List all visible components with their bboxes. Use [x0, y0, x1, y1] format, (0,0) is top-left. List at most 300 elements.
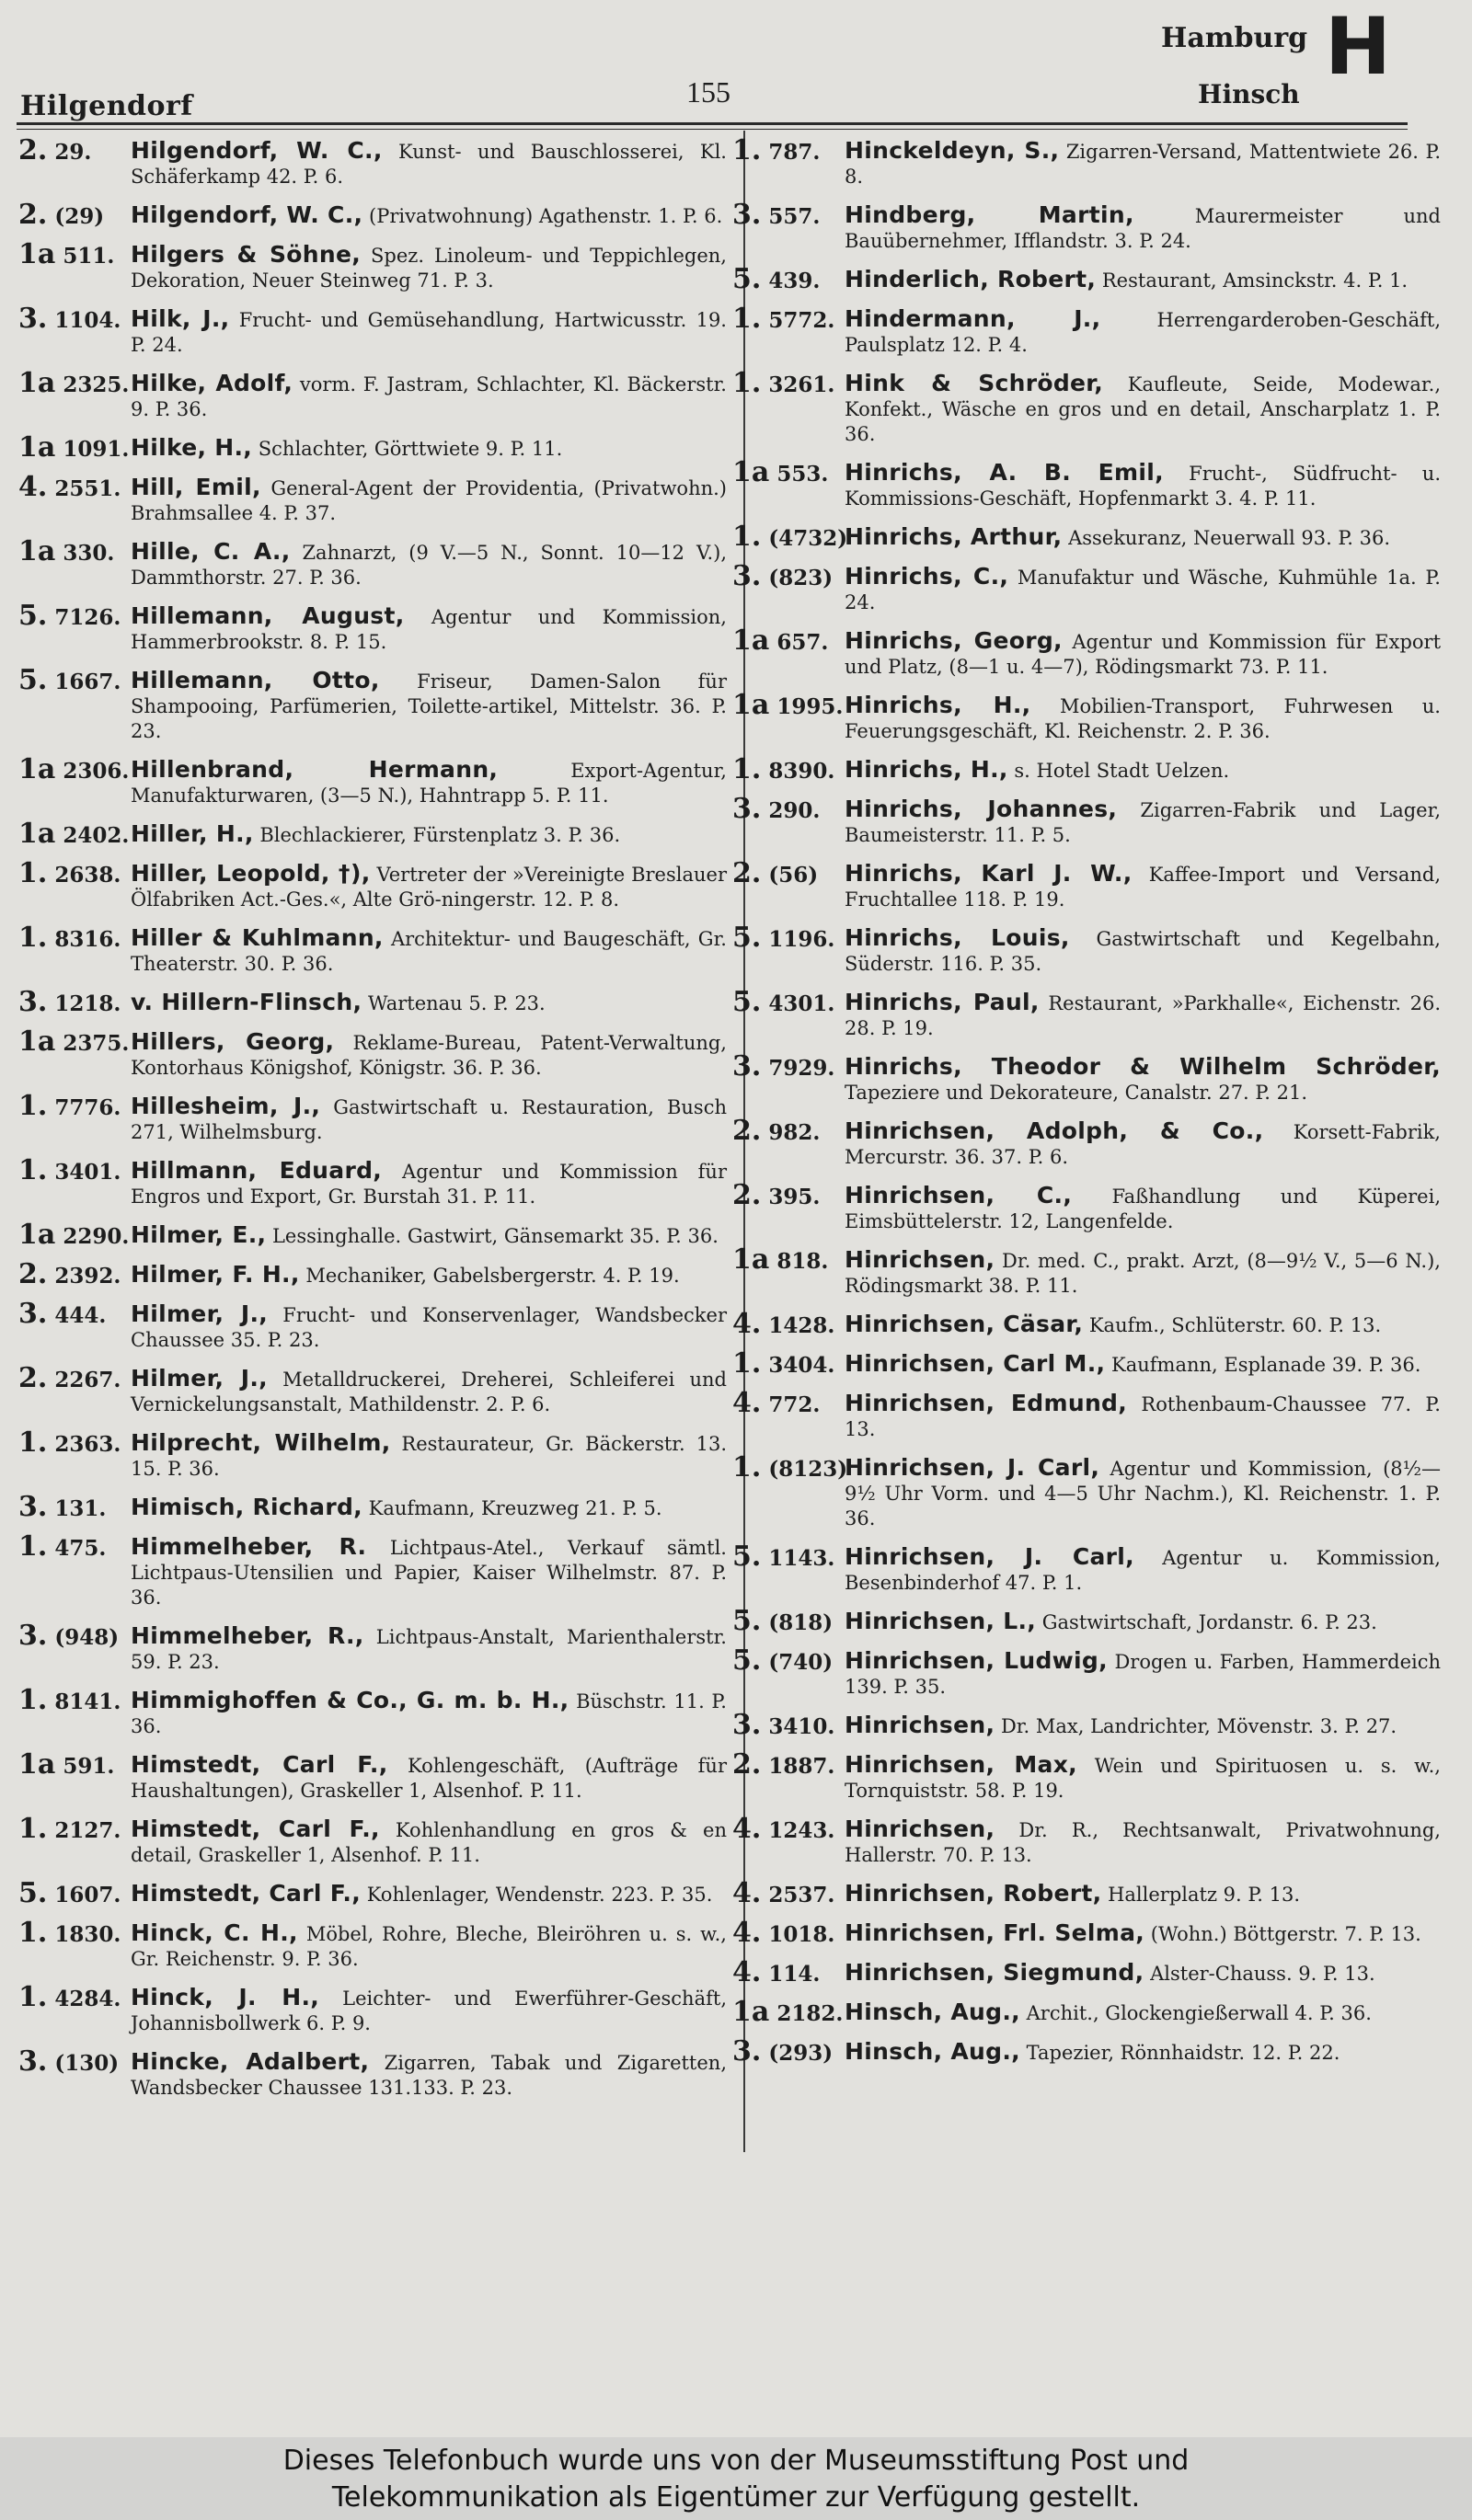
entry-number	[732, 1308, 845, 1340]
subscriber-details: Frucht- und Gemüsehandlung, Hartwicusstr. 19. P. 24.	[131, 309, 727, 356]
directory-entry	[18, 1258, 727, 1290]
exchange-code: 3.	[18, 2045, 48, 2078]
exchange-code: 1a	[732, 456, 770, 488]
subscriber-details: Agentur und Kommission für Export und Platz, (8—1 u. 4—7), Rödingsmarkt 73. P. 11.	[845, 631, 1442, 678]
exchange-code: 1.	[18, 1684, 48, 1716]
subscriber-name: Himmelheber, R.,	[131, 1622, 364, 1649]
entry-text	[845, 1648, 1441, 1700]
entry-text	[845, 202, 1441, 254]
exchange-code: 3.	[732, 793, 762, 825]
subscriber-details: Gastwirtschaft u. Restauration, Busch 271, Wilhelmsburg.	[131, 1096, 727, 1143]
entry-number	[732, 560, 845, 592]
entry-text	[845, 1312, 1441, 1338]
left-column	[18, 134, 727, 2113]
directory-entry	[732, 1451, 1441, 1531]
exchange-code: 5.	[18, 664, 48, 696]
entry-number	[18, 1491, 131, 1523]
entry-number	[18, 367, 131, 399]
subscriber-name: Hinrichs, H.,	[845, 692, 1031, 718]
entry-number	[732, 1451, 848, 1483]
subscriber-details: Drogen u. Farben, Hammerdeich 139. P. 35.	[845, 1651, 1441, 1698]
directory-entry	[732, 1709, 1441, 1741]
directory-entry	[732, 753, 1441, 785]
entry-number	[732, 1050, 845, 1082]
exchange-code: 2.	[18, 199, 48, 231]
subscriber-details: Kaufmann, Kreuzweg 21. P. 5.	[368, 1497, 662, 1519]
exchange-code: 1a	[18, 535, 56, 567]
subscriber-details: s. Hotel Stadt Uelzen.	[1014, 760, 1230, 782]
subscriber-name: Hinrichsen, Ludwig,	[845, 1647, 1108, 1674]
exchange-code: 3.	[18, 1491, 48, 1523]
directory-entry	[18, 2045, 727, 2101]
directory-entry	[18, 535, 727, 590]
exchange-code: 1.	[732, 521, 762, 553]
subscriber-details: Rothenbaum-Chaussee 77. P. 13.	[845, 1393, 1441, 1440]
phone-number: 1667.	[54, 670, 121, 694]
entry-text	[131, 925, 727, 977]
entry-text	[845, 1351, 1441, 1378]
entry-text	[845, 2039, 1441, 2066]
exchange-code: 4.	[18, 471, 48, 503]
phone-number: 439.	[768, 269, 821, 293]
running-head-city: Hamburg	[1161, 22, 1308, 54]
phone-number: 4301.	[768, 991, 835, 1016]
subscriber-name: Hinsch, Aug.,	[845, 1999, 1020, 2025]
subscriber-details: (Wohn.) Böttgerstr. 7. P. 13.	[1150, 1923, 1421, 1945]
entry-text	[845, 1816, 1441, 1868]
exchange-code: 1a	[18, 753, 56, 785]
subscriber-name: Hinrichs, Theodor & Wilhelm Schröder,	[845, 1053, 1441, 1080]
entry-text	[845, 138, 1441, 189]
subscriber-name: Himstedt, Carl F.,	[131, 1751, 388, 1778]
entry-number	[732, 1347, 845, 1380]
subscriber-details: Manufaktur und Wäsche, Kuhmühle 1a. P. 24.	[845, 567, 1441, 613]
subscriber-details: Leichter- und Ewerführer-Geschäft, Johannisbollwerk 6. P. 9.	[131, 1987, 727, 2034]
subscriber-name: Hinrichs, Arthur,	[845, 523, 1063, 550]
subscriber-details: Büschstr. 11. P. 36.	[131, 1690, 727, 1737]
exchange-code: 1.	[18, 922, 48, 954]
entry-number	[18, 1917, 131, 1949]
directory-entry	[18, 1491, 727, 1523]
phone-number: 657.	[776, 630, 829, 655]
subscriber-details: Dr. R., Rechtsanwalt, Privatwohnung, Hallerstr. 70. P. 13.	[845, 1819, 1441, 1866]
directory-entry	[18, 1620, 727, 1675]
subscriber-name: Hinrichsen, C.,	[845, 1182, 1073, 1208]
entry-text	[131, 1430, 727, 1482]
subscriber-name: Hinderlich, Robert,	[845, 266, 1097, 292]
directory-entry	[732, 2035, 1441, 2068]
subscriber-details: Kohlenlager, Wendenstr. 223. P. 35.	[366, 1884, 713, 1906]
subscriber-name: Hinrichsen, J. Carl,	[845, 1454, 1100, 1481]
phone-number: 1995.	[776, 694, 844, 719]
phone-number: 557.	[768, 204, 821, 229]
phone-number: 1243.	[768, 1818, 835, 1843]
entry-number	[18, 199, 131, 231]
subscriber-name: Hinrichs, Georg,	[845, 627, 1063, 654]
entry-number	[18, 1530, 131, 1563]
exchange-code: 1.	[18, 1154, 48, 1186]
exchange-code: 4.	[732, 1308, 762, 1340]
entry-text	[131, 306, 727, 358]
subscriber-details: Frucht- und Konservenlager, Wandsbecker Chaussee 35. P. 23.	[131, 1304, 727, 1351]
entry-number	[18, 1025, 131, 1058]
subscriber-name: Hilprecht, Wilhelm,	[131, 1429, 391, 1456]
directory-entry	[18, 922, 727, 977]
entry-text	[131, 603, 727, 655]
phone-number: 1887.	[768, 1754, 835, 1779]
exchange-code: 1.	[732, 1451, 762, 1483]
entry-number	[732, 1644, 845, 1677]
directory-entry	[18, 134, 727, 189]
exchange-code: 1a	[732, 1243, 770, 1276]
entry-text	[845, 1712, 1441, 1739]
phone-number: 2267.	[54, 1368, 121, 1392]
directory-entry	[732, 922, 1441, 977]
entry-text	[845, 1118, 1441, 1170]
exchange-code: 3.	[732, 2035, 762, 2068]
entry-text	[131, 668, 727, 744]
subscriber-name: Hinrichsen, Cäsar,	[845, 1311, 1084, 1337]
subscriber-name: Hilgendorf, W. C.,	[131, 137, 383, 164]
page-number: 155	[686, 75, 730, 109]
entry-number	[18, 1684, 131, 1716]
phone-number: (4732)	[768, 526, 848, 551]
directory-entry	[18, 857, 727, 912]
exchange-code: 1a	[18, 1025, 56, 1058]
exchange-code: 2.	[18, 134, 48, 166]
entry-text	[131, 371, 727, 422]
directory-entry	[18, 1219, 727, 1251]
footer-notice	[0, 2437, 1472, 2520]
subscriber-name: Himmighoffen & Co., G. m. b. H.,	[131, 1687, 569, 1713]
phone-number: 395.	[768, 1185, 821, 1209]
subscriber-name: Hinrichs, Paul,	[845, 989, 1040, 1015]
subscriber-name: Hinrichsen, Frl. Selma,	[845, 1919, 1145, 1946]
subscriber-details: Metalldruckerei, Dreherei, Schleiferei und Vernickelungsanstalt, Mathildenstr. 2. P. 6.	[131, 1369, 727, 1415]
exchange-code: 1.	[18, 1426, 48, 1459]
subscriber-name: Hiller, H.,	[131, 820, 254, 847]
subscriber-details: Zigarren-Versand, Mattentwiete 26. P. 8.	[845, 141, 1441, 188]
phone-number: 1143.	[768, 1546, 835, 1571]
entry-text	[131, 1301, 727, 1353]
right-column	[732, 134, 1442, 2079]
footer-line-1: Dieses Telefonbuch wurde uns von der Museumsstiftung Post und	[282, 2445, 1190, 2477]
phone-number: (818)	[768, 1610, 834, 1635]
entry-text	[845, 1752, 1441, 1804]
entry-text	[845, 1247, 1441, 1299]
entry-number	[18, 471, 131, 503]
entry-number	[18, 664, 131, 696]
entry-text	[845, 524, 1441, 551]
entry-number	[732, 1748, 845, 1781]
subscriber-name: Himmelheber, R.	[131, 1533, 367, 1560]
phone-number: 1018.	[768, 1922, 835, 1947]
subscriber-name: Himstedt, Carl F.,	[131, 1816, 380, 1842]
exchange-code: 1a	[18, 1219, 56, 1251]
phone-number: 475.	[54, 1536, 107, 1561]
subscriber-name: Himstedt, Carl F.,	[131, 1880, 361, 1907]
entry-number	[732, 1115, 845, 1147]
entry-number	[732, 263, 845, 295]
entry-number	[732, 199, 845, 231]
entry-number	[18, 1298, 131, 1330]
phone-number: 330.	[63, 541, 115, 566]
subscriber-name: Hinrichsen,	[845, 1246, 995, 1273]
phone-number: 553.	[776, 462, 829, 487]
subscriber-name: Hinrichs, C.,	[845, 563, 1009, 590]
phone-number: 131.	[54, 1496, 107, 1521]
directory-entry	[732, 857, 1441, 912]
exchange-code: 5.	[732, 1541, 762, 1573]
phone-number: (740)	[768, 1650, 834, 1675]
entry-number	[18, 818, 131, 850]
subscriber-details: Friseur, Damen-Salon für Shampooing, Parfümerien, Toilette-artikel, Mittelstr. 36. P. 23.	[131, 670, 727, 742]
subscriber-name: Hillesheim, J.,	[131, 1093, 321, 1119]
entry-text	[845, 757, 1441, 784]
entry-number	[18, 535, 131, 567]
subscriber-details: Mobilien-Transport, Fuhrwesen u. Feuerungsgeschäft, Kl. Reichenstr. 2. P. 36.	[845, 695, 1441, 742]
entry-number	[732, 624, 845, 657]
subscriber-name: Hilmer, E.,	[131, 1221, 267, 1248]
phone-number: (56)	[768, 863, 819, 888]
exchange-code: 1.	[732, 367, 762, 399]
subscriber-details: Frucht-, Südfrucht- u. Kommissions-Geschäft, Hopfenmarkt 3. 4. P. 11.	[845, 463, 1441, 510]
directory-entry	[732, 1347, 1441, 1380]
subscriber-details: Zigarren, Tabak und Zigaretten, Wandsbecker Chaussee 131.133. P. 23.	[131, 2052, 727, 2099]
subscriber-name: Hinrichsen, Max,	[845, 1751, 1077, 1778]
exchange-code: 2.	[18, 1362, 48, 1394]
subscriber-details: Lessinghalle. Gastwirt, Gänsemarkt 35. P. 36.	[271, 1225, 719, 1247]
subscriber-name: Hinrichs, A. B. Emil,	[845, 459, 1164, 486]
entry-text	[131, 1985, 727, 2036]
phone-number: (293)	[768, 2041, 834, 2066]
entry-text	[845, 861, 1441, 912]
subscriber-name: Hinrichsen, Carl M.,	[845, 1350, 1106, 1377]
directory-entry	[732, 689, 1441, 744]
subscriber-details: Wein und Spirituosen u. s. w., Tornquiststr. 58. P. 19.	[845, 1755, 1441, 1802]
entry-number	[732, 1243, 845, 1276]
entry-number	[18, 1748, 131, 1781]
phone-number: 2402.	[63, 823, 130, 848]
phone-number: 114.	[768, 1962, 821, 1987]
entry-text	[131, 1262, 727, 1289]
directory-entry	[18, 753, 727, 808]
entry-number	[732, 986, 845, 1018]
subscriber-details: Blechlackierer, Fürstenplatz 3. P. 36.	[259, 824, 621, 846]
entry-text	[131, 1094, 727, 1145]
subscriber-name: Hindermann, J.,	[845, 305, 1101, 332]
directory-entry	[732, 1996, 1441, 2028]
subscriber-details: Lichtpaus-Atel., Verkauf sämtl. Lichtpaus-Utensilien und Papier, Kaiser Wilhelmstr. 87. P. 36.	[131, 1537, 727, 1609]
directory-entry	[18, 664, 727, 744]
entry-number	[732, 1813, 845, 1845]
directory-entry	[732, 1050, 1441, 1105]
directory-entry	[732, 1748, 1441, 1804]
exchange-code: 5.	[732, 922, 762, 954]
directory-entry	[18, 1684, 727, 1739]
entry-text	[845, 1960, 1441, 1987]
subscriber-details: General-Agent der Providentia, (Privatwohn.) Brahmsallee 4. P. 37.	[131, 477, 727, 524]
phone-number: 787.	[768, 140, 821, 165]
subscriber-name: Hinsch, Aug.,	[845, 2038, 1020, 2065]
entry-text	[131, 1158, 727, 1209]
entry-number	[18, 1620, 131, 1652]
entry-text	[845, 306, 1441, 358]
entry-text	[131, 2049, 727, 2101]
entry-number	[18, 600, 131, 632]
directory-entry	[732, 1644, 1441, 1700]
entry-text	[845, 1999, 1441, 2026]
subscriber-details: Möbel, Rohre, Bleche, Bleiröhren u. s. w., Gr. Reichenstr. 9. P. 36.	[131, 1923, 727, 1970]
entry-number	[18, 922, 131, 954]
directory-entry	[732, 303, 1441, 358]
subscriber-name: Hinrichsen, Edmund,	[845, 1390, 1128, 1416]
subscriber-details: Dr. med. C., prakt. Arzt, (8—9½ V., 5—6 N.), Rödingsmarkt 38. P. 11.	[845, 1250, 1441, 1297]
subscriber-name: Himisch, Richard,	[131, 1494, 362, 1520]
exchange-code: 4.	[732, 1956, 762, 1988]
exchange-code: 5.	[732, 1644, 762, 1677]
entry-number	[732, 857, 845, 889]
subscriber-details: Reklame-Bureau, Patent-Verwaltung, Kontorhaus Königshof, Königstr. 36. P. 36.	[131, 1032, 727, 1079]
directory-entry	[732, 1115, 1441, 1170]
entry-number	[18, 1813, 131, 1845]
exchange-code: 5.	[732, 986, 762, 1018]
subscriber-details: Spez. Linoleum- und Teppichlegen, Dekoration, Neuer Steinweg 71. P. 3.	[131, 245, 727, 292]
phone-number: 4284.	[54, 1987, 121, 2011]
subscriber-details: Kaufleute, Seide, Modewar., Konfekt., Wäsche en gros und en detail, Anscharplatz 1. P. 36.	[845, 373, 1441, 445]
directory-entry	[18, 199, 727, 231]
exchange-code: 3.	[732, 1709, 762, 1741]
entry-text	[131, 539, 727, 590]
exchange-code: 2.	[18, 1258, 48, 1290]
entry-text	[131, 138, 727, 189]
directory-entry	[732, 1179, 1441, 1234]
entry-text	[131, 1688, 727, 1739]
phone-number: 8141.	[54, 1690, 121, 1714]
entry-text	[131, 1881, 727, 1907]
subscriber-details: Architektur- und Baugeschäft, Gr. Theaterstr. 30. P. 36.	[131, 928, 727, 975]
phone-number: 2638.	[54, 863, 121, 888]
subscriber-details: Tapeziere und Dekorateure, Canalstr. 27. P. 21.	[845, 1082, 1308, 1104]
subscriber-name: Hilmer, F. H.,	[131, 1261, 300, 1288]
directory-entry	[18, 1426, 727, 1482]
phone-number: (29)	[54, 204, 105, 229]
subscriber-name: Hillemann, August,	[131, 602, 405, 629]
subscriber-details: Faßhandlung und Küperei, Eimsbüttelerstr. 12, Langenfelde.	[845, 1186, 1441, 1232]
phone-number: 2537.	[768, 1883, 835, 1907]
exchange-code: 1.	[18, 1813, 48, 1845]
directory-entry	[732, 1308, 1441, 1340]
section-letter: H	[1325, 1, 1391, 93]
subscriber-details: Restaurateur, Gr. Bäckerstr. 13. 15. P. 36.	[131, 1433, 727, 1480]
exchange-code: 4.	[732, 1877, 762, 1909]
entry-number	[18, 431, 131, 464]
exchange-code: 1.	[18, 1090, 48, 1122]
subscriber-details: Restaurant, Amsinckstr. 4. P. 1.	[1101, 269, 1409, 292]
entry-number	[732, 1877, 845, 1909]
phone-number: 7929.	[768, 1056, 835, 1081]
entry-text	[845, 628, 1441, 680]
entry-text	[131, 1623, 727, 1675]
subscriber-name: Hilke, Adolf,	[131, 370, 293, 396]
exchange-code: 1a	[18, 818, 56, 850]
phone-number: 2306.	[63, 759, 130, 784]
exchange-code: 4.	[732, 1917, 762, 1949]
entry-number	[18, 1090, 131, 1122]
entry-number	[732, 521, 848, 553]
entry-text	[845, 1920, 1441, 1947]
entry-text	[845, 990, 1441, 1041]
entry-text	[131, 821, 727, 848]
phone-number: 1428.	[768, 1313, 835, 1338]
exchange-code: 5.	[732, 1605, 762, 1637]
exchange-code: 1a	[18, 431, 56, 464]
phone-number: 8316.	[54, 927, 121, 952]
subscriber-name: Hinrichsen, Siegmund,	[845, 1959, 1144, 1986]
entry-number	[732, 753, 845, 785]
entry-text	[131, 1366, 727, 1417]
entry-text	[845, 267, 1441, 293]
directory-entry	[18, 1090, 727, 1145]
entry-number	[732, 922, 845, 954]
entry-number	[732, 1917, 845, 1949]
phone-number: (130)	[54, 2051, 120, 2076]
entry-number	[18, 1426, 131, 1459]
subscriber-name: Hilgers & Söhne,	[131, 241, 362, 268]
subscriber-name: Hille, C. A.,	[131, 538, 291, 565]
entry-text	[131, 435, 727, 462]
phone-number: 2392.	[54, 1264, 121, 1289]
directory-entry	[18, 1025, 727, 1081]
directory-entry	[18, 367, 727, 422]
directory-entry	[732, 1956, 1441, 1988]
subscriber-details: Restaurant, »Parkhalle«, Eichenstr. 26. 28. P. 19.	[845, 992, 1441, 1039]
subscriber-name: Hiller, Leopold, †),	[131, 860, 371, 887]
subscriber-details: Wartenau 5. P. 23.	[367, 992, 546, 1014]
directory-entry	[732, 1605, 1441, 1637]
running-head-left: Hilgendorf	[20, 90, 193, 122]
directory-entry	[18, 1917, 727, 1972]
subscriber-details: Zahnarzt, (9 V.—5 N., Sonnt. 10—12 V.), Dammthorstr. 27. P. 36.	[131, 542, 727, 589]
directory-entry	[18, 1981, 727, 2036]
subscriber-name: Hinrichs, Johannes,	[845, 796, 1118, 822]
directory-entry	[732, 560, 1441, 615]
entry-number	[18, 134, 131, 166]
directory-entry	[732, 134, 1441, 189]
subscriber-details: Kaffee-Import und Versand, Fruchtallee 118. P. 19.	[845, 864, 1441, 911]
entry-text	[131, 861, 727, 912]
exchange-code: 1a	[18, 238, 56, 270]
directory-entry	[18, 1748, 727, 1804]
subscriber-name: Hilmer, J.,	[131, 1300, 269, 1327]
subscriber-name: Hindberg, Martin,	[845, 201, 1134, 228]
phone-number: 444.	[54, 1303, 107, 1328]
subscriber-name: Hillemann, Otto,	[131, 667, 380, 693]
entry-text	[131, 1752, 727, 1804]
entry-text	[845, 1544, 1441, 1596]
phone-number: 5772.	[768, 308, 835, 333]
entry-text	[131, 1222, 727, 1249]
entry-text	[131, 1534, 727, 1610]
phone-number: 2290.	[63, 1224, 130, 1249]
phone-number: 1218.	[54, 991, 121, 1016]
entry-number	[18, 2045, 131, 2078]
exchange-code: 5.	[18, 1877, 48, 1909]
directory-entry	[18, 1154, 727, 1209]
subscriber-name: Hincke, Adalbert,	[131, 2048, 370, 2075]
directory-entry	[18, 1298, 727, 1353]
footer-line-2: Telekommunikation als Eigentümer zur Verfügung gestellt.	[331, 2481, 1141, 2514]
